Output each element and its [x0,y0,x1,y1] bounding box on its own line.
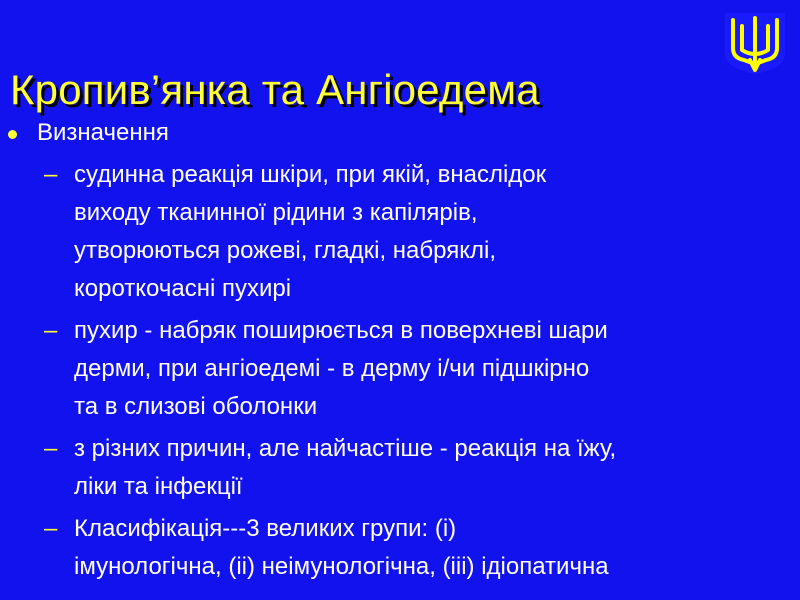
dash-marker: – [44,161,58,188]
subitem-line: імунологічна, (іі) неімунологічна, (ііі) ідіопатична [74,553,609,580]
bullet-text: Визначення [37,119,169,146]
subitem [44,510,784,586]
subitem-line: Класифікація---3 великих групи: (і) [74,515,457,542]
bullet-dot-icon [8,130,17,139]
subitem-line: короткочасні пухирі [74,275,292,302]
subitem-line: з різних причин, але найчастіше - реакція на їжу, [74,435,617,462]
subitem-line: дерми, при ангіоедемі - в дерму і/чи підшкірно [74,355,590,382]
subitem-list [44,156,784,590]
subitem [44,156,784,308]
subitem-line: та в слизові оболонки [74,393,318,420]
subitem-line: пухир - набряк поширюється в поверхневі шари [74,317,608,344]
trident-icon [722,10,788,76]
subitem [44,430,784,506]
subitem-line: судинна реакція шкіри, при якій, внаслідок [74,161,547,188]
dash-marker: – [44,317,58,344]
subitem-line: виходу тканинної рідини з капілярів, [74,199,478,226]
dash-marker: – [44,515,58,542]
subitem-line: ліки та інфекції [74,473,243,500]
slide-title: Кропив’янка та Ангіоедема [10,66,540,113]
dash-marker: – [44,435,58,462]
subitem [44,312,784,426]
bullet-item [8,119,169,147]
subitem-line: утворюються рожеві, гладкі, набряклі, [74,237,496,264]
